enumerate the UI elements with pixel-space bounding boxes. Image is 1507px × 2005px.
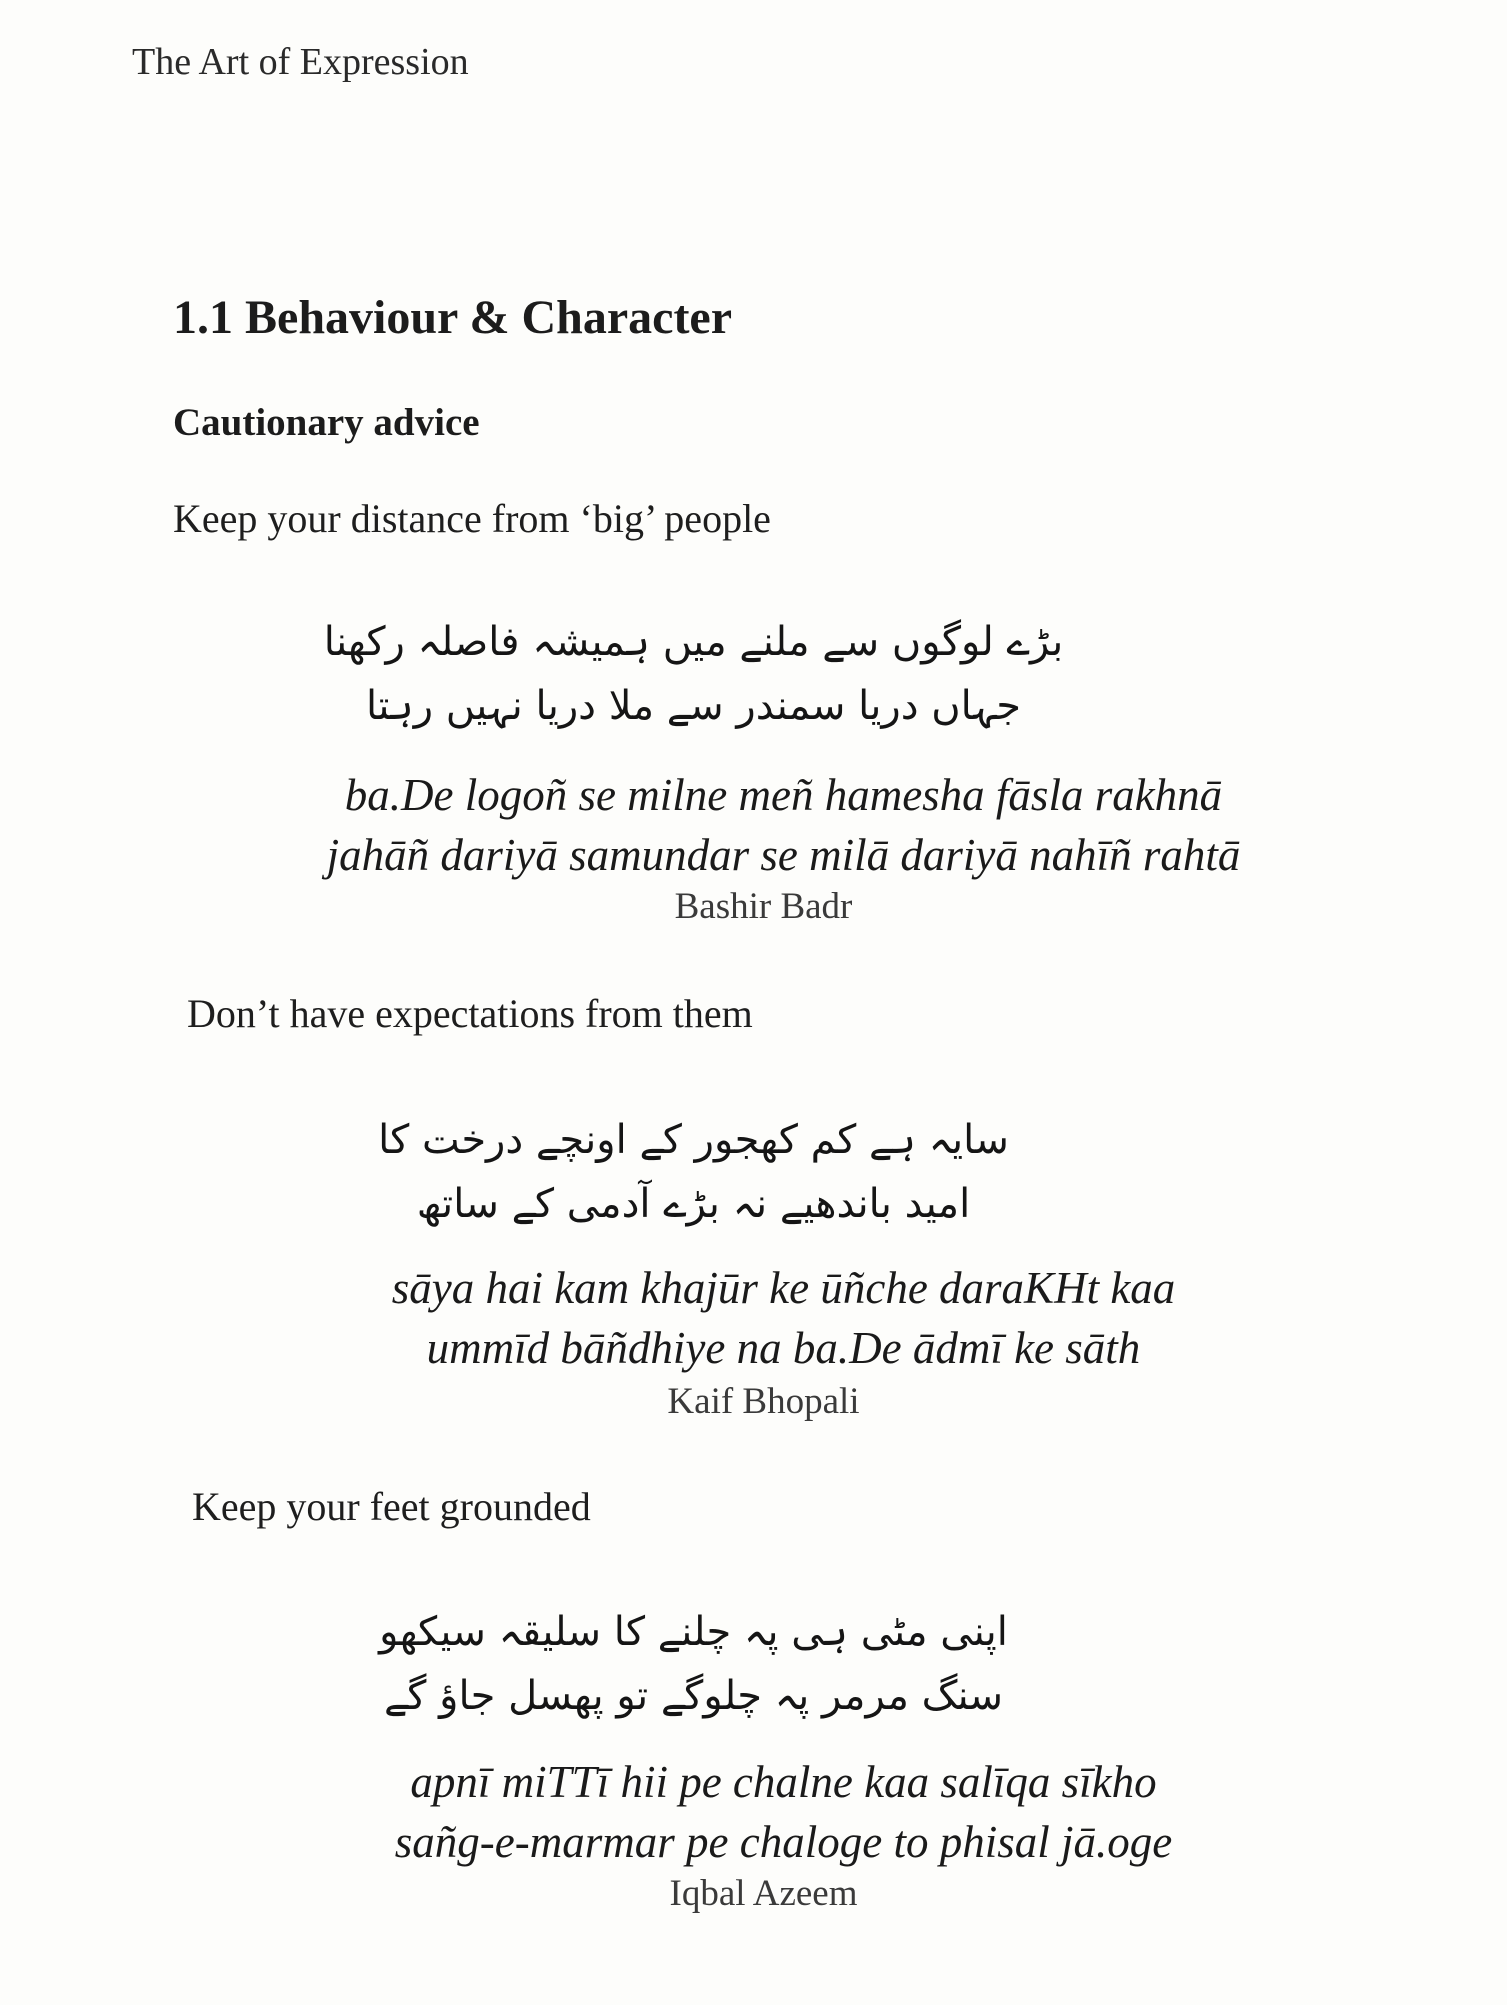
- couplet-2-translit-line-1: sāya hai kam khajūr ke ūñche daraKHt kaa: [391, 1263, 1176, 1313]
- couplet-3-urdu-line-2: سنگ مرمر پہ چلوگے تو پھسل جاؤ گے: [383, 1673, 1004, 1719]
- couplet-3-translit-line-2: sañg-e-marmar pe chaloge to phisal jā.oge: [394, 1817, 1173, 1867]
- couplet-1-poet: [0, 885, 1507, 928]
- couplet-2-poet: [0, 1380, 1507, 1423]
- sub-heading: Cautionary advice: [173, 401, 480, 444]
- couplet-2-urdu: [0, 1108, 1507, 1236]
- couplet-3-transliteration: [0, 1752, 1507, 1872]
- couplet-1-urdu: [0, 610, 1507, 738]
- running-head: The Art of Expression: [132, 41, 469, 83]
- couplet-1-translit-line-1: ba.De logoñ se milne meñ hamesha fāsla rakhnā: [344, 770, 1223, 820]
- poet-name: Iqbal Azeem: [669, 1873, 858, 1914]
- couplet-3-poet: [0, 1872, 1507, 1915]
- couplet-2-translit-line-2: ummīd bāñdhiye na ba.De ādmī ke sāth: [426, 1323, 1141, 1373]
- couplet-1-transliteration: [0, 765, 1507, 885]
- couplet-3-translit-line-1: apnī miTTī hii pe chalne kaa salīqa sīkho: [410, 1757, 1157, 1807]
- couplet-2-transliteration: [0, 1258, 1507, 1378]
- couplet-3-heading: Keep your feet grounded: [192, 1484, 591, 1529]
- section-title: 1.1 Behaviour & Character: [173, 291, 733, 344]
- couplet-1-translit-line-2: jahāñ dariyā samundar se milā dariyā nahīñ rahtā: [326, 830, 1241, 880]
- couplet-1-heading: Keep your distance from ‘big’ people: [173, 496, 771, 541]
- poet-name: Kaif Bhopali: [667, 1381, 860, 1422]
- couplet-3-urdu-line-1: اپنی مٹی ہی پہ چلنے کا سلیقہ سیکھو: [379, 1609, 1008, 1655]
- poet-name: Bashir Badr: [674, 886, 853, 927]
- couplet-2-urdu-line-1: سایہ ہے کم کھجور کے اونچے درخت کا: [378, 1117, 1009, 1163]
- couplet-2-urdu-line-2: امید باندھیے نہ بڑے آدمی کے ساتھ: [416, 1181, 971, 1227]
- couplet-1-urdu-line-1: بڑے لوگوں سے ملنے میں ہمیشہ فاصلہ رکھنا: [323, 619, 1064, 665]
- couplet-3-urdu: [0, 1600, 1507, 1728]
- couplet-2-heading: Don’t have expectations from them: [187, 991, 753, 1036]
- couplet-1-urdu-line-2: جہاں دریا سمندر سے ملا دریا نہیں رہتا: [366, 683, 1021, 729]
